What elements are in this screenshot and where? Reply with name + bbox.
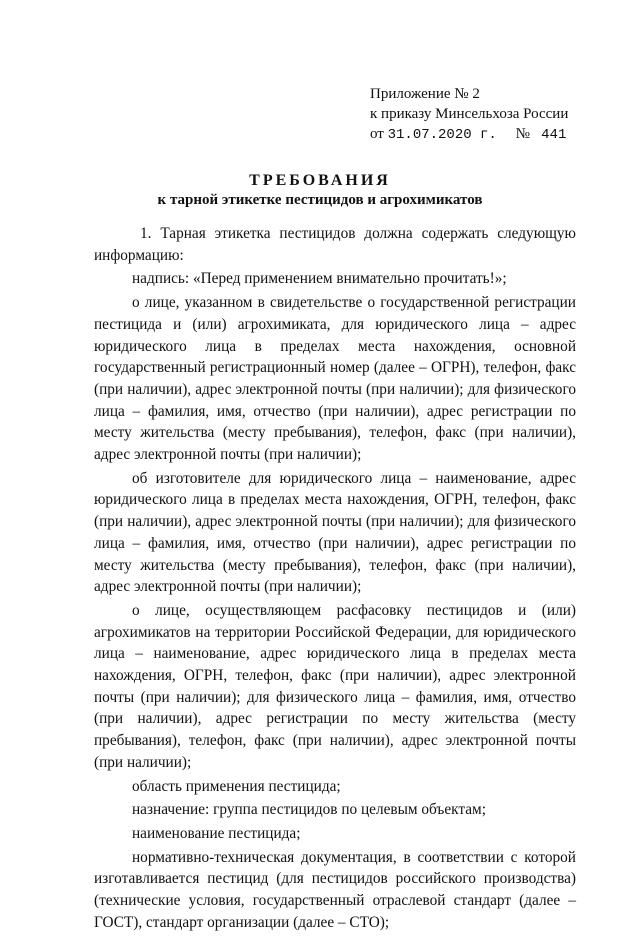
paragraph-2: надпись: «Перед применением внимательно прочитать!»; xyxy=(132,270,507,288)
date-prefix: от xyxy=(370,126,384,142)
paragraph-5: о лице, осуществляющем расфасовку пестицидов и (или) агрохимикатов на территории Российской Федерации, для юридического лица – наименование, адрес юридического лица в пределах места нахождения, ОГРН, телефон, факс (при наличии), адрес электронной почты (при наличии); для физического лица – фамилия, имя, отчество (при наличии), адрес регистрации по месту жительства (месту пребывания), телефон, факс (при наличии), адрес электронной почты (при наличии); xyxy=(94,601,576,771)
document-title: ТРЕБОВАНИЯ xyxy=(249,172,391,189)
number-label: № xyxy=(515,126,530,142)
order-date-line xyxy=(370,124,568,145)
paragraph-6: область применения пестицида; xyxy=(132,777,341,795)
paragraph-1: 1. Тарная этикетка пестицидов должна содержать следующую информацию: xyxy=(94,225,576,264)
paragraph-9: нормативно-техническая документация, в соответствии с которой изготавливается пестицид (для пестицидов российского производства) (технические условия, государственный отраслевой стандарт (далее – ГОСТ), стандарт организации (далее – СТО); xyxy=(94,848,576,931)
paragraph-7: назначение: группа пестицидов по целевым объектам; xyxy=(132,801,486,819)
document-body xyxy=(94,223,576,936)
paragraph-4: об изготовителе для юридического лица – наименование, адрес юридического лица в пределах места нахождения, ОГРН, телефон, факс (при наличии), адрес электронной почты (при наличии); для физического лица – фамилия, имя, отчество (при наличии), адрес регистрации по месту жительства (месту пребывания), телефон, факс (при наличии), адрес электронной почты (при наличии); xyxy=(94,469,576,596)
order-number: 441 xyxy=(541,127,567,143)
paragraph-8: наименование пестицида; xyxy=(132,824,301,842)
paragraph-3: о лице, указанном в свидетельстве о государственной регистрации пестицида и (или) агрохимиката, для юридического лица – адрес юридического лица в пределах места нахождения, основной государственный регистрационный номер (далее – ОГРН), телефон, факс (при наличии), адрес электронной почты (при наличии); для физического лица – фамилия, имя, отчество (при наличии), адрес регистрации по месту жительства (месту пребывания), телефон, факс (при наличии), адрес электронной почты (при наличии); xyxy=(94,294,576,464)
order-line: к приказу Минсельхоза России xyxy=(370,106,569,122)
document-subtitle: к тарной этикетке пестицидов и агрохимикатов xyxy=(157,192,483,208)
appendix-line: Приложение № 2 xyxy=(370,86,480,102)
appendix-block xyxy=(370,84,568,145)
order-date: 31.07.2020 г. xyxy=(387,127,497,143)
